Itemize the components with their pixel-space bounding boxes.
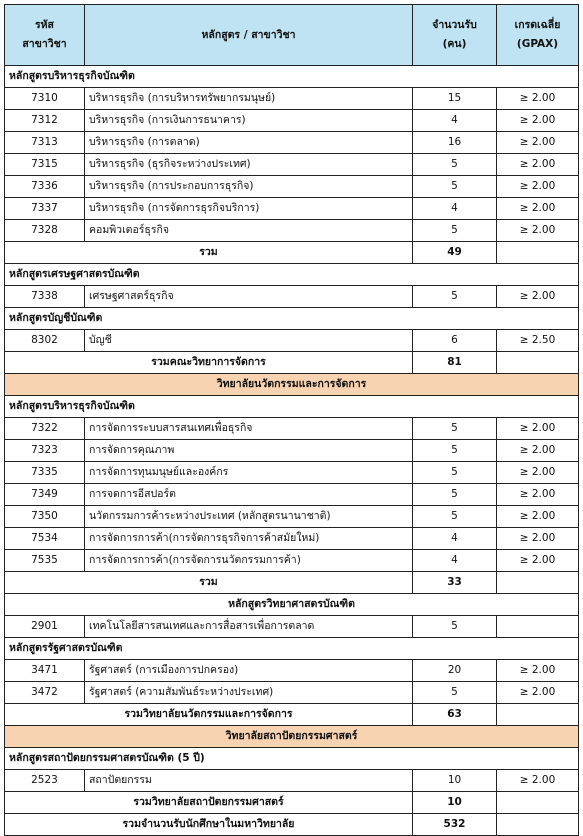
admission-table-container (4, 4, 579, 836)
total-empty (497, 704, 579, 726)
program-name: รัฐศาสตร์ (ความสัมพันธ์ระหว่างประเทศ) (85, 682, 413, 704)
program-code: 7337 (5, 198, 85, 220)
total-empty (497, 352, 579, 374)
group-row (5, 396, 579, 418)
seats-count: 4 (413, 550, 497, 572)
program-code: 7312 (5, 110, 85, 132)
total-row (5, 572, 579, 594)
seats-count: 5 (413, 440, 497, 462)
program-name: คอมพิวเตอร์ธุรกิจ (85, 220, 413, 242)
table-row (5, 660, 579, 682)
seats-count: 10 (413, 770, 497, 792)
table-row (5, 176, 579, 198)
section-row (5, 726, 579, 748)
group-label: หลักสูตรวิทยาศาสตรบัณฑิต (5, 594, 579, 616)
gpax-requirement: ≥ 2.00 (497, 440, 579, 462)
program-code: 7534 (5, 528, 85, 550)
seats-count: 4 (413, 198, 497, 220)
program-code: 7349 (5, 484, 85, 506)
admission-table (4, 4, 579, 836)
gpax-requirement: ≥ 2.00 (497, 550, 579, 572)
total-seats: 33 (413, 572, 497, 594)
program-code: 7535 (5, 550, 85, 572)
total-seats: 63 (413, 704, 497, 726)
section-row (5, 374, 579, 396)
table-row (5, 682, 579, 704)
group-label: หลักสูตรสถาปัตยกรรมศาสตรบัณฑิต (5 ปี) (5, 748, 579, 770)
table-row (5, 154, 579, 176)
table-row (5, 198, 579, 220)
total-label: รวมจำนวนรับนักศึกษาในมหาวิทยาลัย (5, 814, 413, 836)
program-name: บริหารธุรกิจ (การบริหารทรัพยากรมนุษย์) (85, 88, 413, 110)
total-empty (497, 792, 579, 814)
table-row (5, 110, 579, 132)
table-row (5, 220, 579, 242)
gpax-requirement: ≥ 2.00 (497, 528, 579, 550)
gpax-requirement: ≥ 2.00 (497, 484, 579, 506)
total-label: รวมวิทยาลัยสถาปัตยกรรมศาสตร์ (5, 792, 413, 814)
group-label: หลักสูตรเศรษฐศาสตรบัณฑิต (5, 264, 579, 286)
total-row (5, 792, 579, 814)
program-code: 2901 (5, 616, 85, 638)
table-row (5, 286, 579, 308)
program-code: 3472 (5, 682, 85, 704)
section-label: วิทยาลัยนวัตกรรมและการจัดการ (5, 374, 579, 396)
group-label: หลักสูตรบริหารธุรกิจบัณฑิต (5, 66, 579, 88)
group-row (5, 748, 579, 770)
section-label: วิทยาลัยสถาปัตยกรรมศาสตร์ (5, 726, 579, 748)
total-empty (497, 572, 579, 594)
table-row (5, 418, 579, 440)
gpax-requirement: ≥ 2.00 (497, 132, 579, 154)
program-name: การจัดการระบบสารสนเทศเพื่อธุรกิจ (85, 418, 413, 440)
program-name: บริหารธุรกิจ (การประกอบการธุรกิจ) (85, 176, 413, 198)
table-row (5, 550, 579, 572)
gpax-requirement: ≥ 2.00 (497, 506, 579, 528)
program-name: เทคโนโลยีสารสนเทศและการสื่อสารเพื่อการตลาด (85, 616, 413, 638)
total-row (5, 242, 579, 264)
seats-count: 5 (413, 506, 497, 528)
program-name: การจัดการทุนมนุษย์และองค์กร (85, 462, 413, 484)
group-row (5, 638, 579, 660)
seats-count: 4 (413, 110, 497, 132)
total-row (5, 352, 579, 374)
total-empty (497, 814, 579, 836)
table-row (5, 132, 579, 154)
table-row (5, 440, 579, 462)
gpax-requirement: ≥ 2.00 (497, 154, 579, 176)
gpax-requirement: ≥ 2.00 (497, 660, 579, 682)
program-code: 7313 (5, 132, 85, 154)
gpax-requirement (497, 616, 579, 638)
program-code: 8302 (5, 330, 85, 352)
header-seats: จำนวนรับ (คน) (413, 5, 497, 66)
program-name: เศรษฐศาสตร์ธุรกิจ (85, 286, 413, 308)
gpax-requirement: ≥ 2.00 (497, 682, 579, 704)
table-row (5, 528, 579, 550)
seats-count: 5 (413, 154, 497, 176)
program-code: 7328 (5, 220, 85, 242)
seats-count: 6 (413, 330, 497, 352)
gpax-requirement: ≥ 2.00 (497, 770, 579, 792)
seats-count: 5 (413, 220, 497, 242)
program-name: การจัดการการค้า(การจัดการธุรกิจการค้าสมัยใหม่) (85, 528, 413, 550)
group-row (5, 264, 579, 286)
program-code: 7335 (5, 462, 85, 484)
program-code: 2523 (5, 770, 85, 792)
gpax-requirement: ≥ 2.00 (497, 198, 579, 220)
program-code: 7322 (5, 418, 85, 440)
total-seats: 81 (413, 352, 497, 374)
group-label: หลักสูตรบริหารธุรกิจบัณฑิต (5, 396, 579, 418)
header-gpax: เกรดเฉลี่ย (GPAX) (497, 5, 579, 66)
seats-count: 5 (413, 616, 497, 638)
program-name: รัฐศาสตร์ (การเมืองการปกครอง) (85, 660, 413, 682)
seats-count: 15 (413, 88, 497, 110)
seats-count: 4 (413, 528, 497, 550)
seats-count: 5 (413, 462, 497, 484)
gpax-requirement: ≥ 2.50 (497, 330, 579, 352)
total-label: รวม (5, 572, 413, 594)
program-name: บริหารธุรกิจ (การเงินการธนาคาร) (85, 110, 413, 132)
table-row (5, 770, 579, 792)
group-label: หลักสูตรบัญชีบัณฑิต (5, 308, 579, 330)
table-row (5, 462, 579, 484)
gpax-requirement: ≥ 2.00 (497, 88, 579, 110)
seats-count: 5 (413, 418, 497, 440)
total-label: รวมวิทยาลัยนวัตกรรมและการจัดการ (5, 704, 413, 726)
total-seats: 49 (413, 242, 497, 264)
gpax-requirement: ≥ 2.00 (497, 418, 579, 440)
total-empty (497, 242, 579, 264)
group-label: หลักสูตรรัฐศาสตรบัณฑิต (5, 638, 579, 660)
table-header-row (5, 5, 579, 66)
program-name: การจัดการคุณภาพ (85, 440, 413, 462)
gpax-requirement: ≥ 2.00 (497, 462, 579, 484)
total-seats: 10 (413, 792, 497, 814)
seats-count: 5 (413, 286, 497, 308)
group-row (5, 594, 579, 616)
table-row (5, 330, 579, 352)
header-program: หลักสูตร / สาขาวิชา (85, 5, 413, 66)
gpax-requirement: ≥ 2.00 (497, 286, 579, 308)
seats-count: 5 (413, 176, 497, 198)
program-code: 7336 (5, 176, 85, 198)
table-row (5, 484, 579, 506)
table-row (5, 616, 579, 638)
seats-count: 20 (413, 660, 497, 682)
program-code: 7323 (5, 440, 85, 462)
program-name: บริหารธุรกิจ (ธุรกิจระหว่างประเทศ) (85, 154, 413, 176)
gpax-requirement: ≥ 2.00 (497, 220, 579, 242)
program-name: นวัตกรรมการค้าระหว่างประเทศ (หลักสูตรนานาชาติ) (85, 506, 413, 528)
program-name: สถาปัตยกรรม (85, 770, 413, 792)
seats-count: 5 (413, 682, 497, 704)
gpax-requirement: ≥ 2.00 (497, 110, 579, 132)
table-row (5, 88, 579, 110)
program-name: บริหารธุรกิจ (การจัดการธุรกิจบริการ) (85, 198, 413, 220)
total-label: รวมคณะวิทยาการจัดการ (5, 352, 413, 374)
table-body (5, 66, 579, 836)
total-row (5, 704, 579, 726)
program-code: 3471 (5, 660, 85, 682)
program-name: บัญชี (85, 330, 413, 352)
seats-count: 5 (413, 484, 497, 506)
total-row (5, 814, 579, 836)
program-code: 7338 (5, 286, 85, 308)
group-row (5, 66, 579, 88)
total-label: รวม (5, 242, 413, 264)
total-seats: 532 (413, 814, 497, 836)
group-row (5, 308, 579, 330)
table-row (5, 506, 579, 528)
program-code: 7315 (5, 154, 85, 176)
program-code: 7350 (5, 506, 85, 528)
program-name: การจัดการการค้า(การจัดการนวัตกรรมการค้า) (85, 550, 413, 572)
program-code: 7310 (5, 88, 85, 110)
program-name: การจดการอีสปอร์ต (85, 484, 413, 506)
seats-count: 16 (413, 132, 497, 154)
gpax-requirement: ≥ 2.00 (497, 176, 579, 198)
program-name: บริหารธุรกิจ (การตลาด) (85, 132, 413, 154)
header-code: รหัส สาขาวิชา (5, 5, 85, 66)
